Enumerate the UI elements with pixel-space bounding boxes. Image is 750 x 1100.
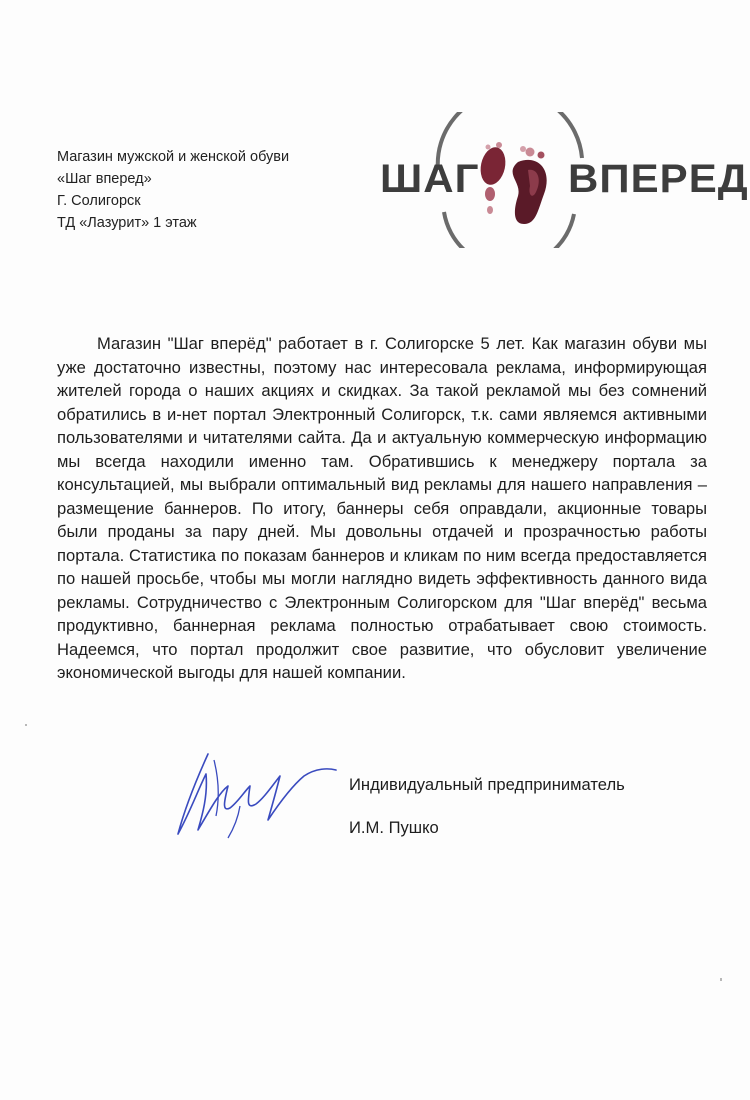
footprints-icon	[477, 142, 546, 224]
address-line: Г. Солигорск	[57, 193, 141, 209]
signatory-name: И.М. Пушко	[349, 818, 439, 837]
letter-body: Магазин "Шаг вперёд" работает в г. Солигорске 5 лет. Как магазин обуви мы уже достаточно известны, поэтому нас интересовала реклама, информирующая жителей города о наших акциях и скидках. За такой рекламой мы без сомнений обратились в и-нет портал Электронный Солигорск, т.к. сами являемся активными пользователями и читателями сайта. Да и актуальную коммерческую информацию мы всегда находили именно там. Обратившись к менеджеру портала за консультацией, мы выбрали оптимальный вид рекламы для нашего направления – размещение баннеров. По итогу, баннеры себя оправдали, акционные товары были проданы за пару дней. Мы довольны отдачей и прозрачностью работы портала. Статистика по показам баннеров и кликам по ним всегда предоставляется по нашей просьбе, чтобы мы могли наглядно видеть эффективность данного вида рекламы. Сотрудничество с Электронным Солигорском для "Шаг вперёд" весьма продуктивно, баннерная реклама полностью отрабатывает свою стоимость. Надеемся, что портал продолжит свое развитие, что обусловит увеличение экономической выгоды для нашей компании.	[57, 334, 707, 682]
scan-speck	[25, 724, 27, 726]
company-logo	[378, 112, 749, 248]
address-line: ТД «Лазурит» 1 этаж	[57, 215, 197, 231]
logo-ring-bottom	[444, 212, 574, 248]
signatory-title: Индивидуальный предприниматель	[349, 775, 625, 794]
logo-word-left: ШАГ	[380, 157, 480, 201]
address-line: «Шаг вперед»	[57, 171, 152, 187]
scan-speck	[720, 978, 722, 981]
logo-word-right: ВПЕРЕД	[568, 157, 749, 201]
handwritten-signature-icon	[168, 746, 338, 842]
address-line: Магазин мужской и женской обуви	[57, 149, 290, 165]
sender-address	[57, 146, 289, 234]
